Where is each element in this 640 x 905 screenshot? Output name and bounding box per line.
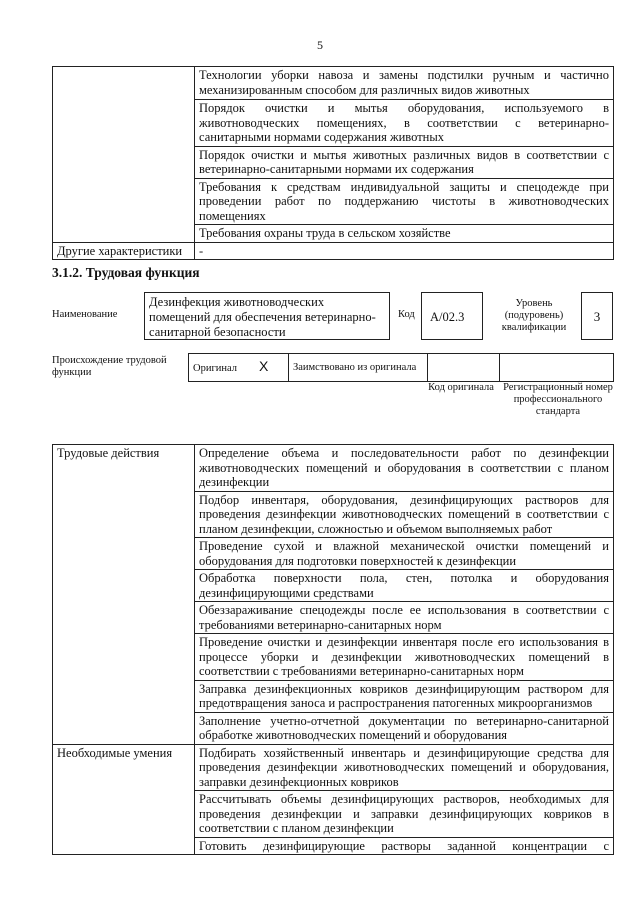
table-row — [53, 242, 614, 260]
level-value-box: 3 — [581, 292, 613, 340]
name-label: Наименование — [52, 309, 118, 320]
labor-action-item: Проведение сухой и влажной механической очистки помещений и оборудования для подготовки поверхностей к дезинфекции — [195, 538, 614, 570]
labor-action-item: Определение объема и последовательности работ по дезинфекции животноводческих помещений и оборудования в соответствии с планом дезинфекции — [195, 445, 614, 492]
code-original-caption: Код оригинала — [428, 382, 494, 393]
labor-actions-label: Трудовые действия — [53, 445, 195, 745]
table-cell-text: - — [195, 242, 614, 260]
original-mark: X — [259, 358, 269, 374]
name-value-box: Дезинфекция животноводческих помещений для обеспечения ветеринарно-санитарной безопасности — [144, 292, 390, 340]
borrowed-label: Заимствовано из оригинала — [289, 354, 428, 382]
table-row — [53, 445, 614, 492]
origin-original-cell — [189, 354, 289, 382]
labor-action-item: Проведение очистки и дезинфекции инвентаря после его использования в процессе уборки и дезинфекции животноводческих помещений в соответствии с требованиями ветеринарно-санитарных норм — [195, 634, 614, 681]
section-heading: 3.1.2. Трудовая функция — [52, 265, 200, 280]
skill-item: Подбирать хозяйственный инвентарь и дезинфицирующие средства для проведения дезинфекции животноводческих помещений и оборудования, заправки дезинфекционных ковриков — [195, 744, 614, 791]
table-cell-text: Требования охраны труда в сельском хозяйстве — [195, 225, 614, 243]
page-number: 5 — [317, 38, 323, 52]
table-cell-text: Требования к средствам индивидуальной защиты и спецодежде при проведении работ по поддержанию чистоты в животноводческих помещениях — [195, 178, 614, 225]
row-label-cell — [53, 67, 195, 243]
knowledge-table-continued — [52, 66, 614, 260]
skill-item: Рассчитывать объемы дезинфицирующих растворов, необходимых для проведения дезинфекции и заправки дезинфицирующих ковриков в соответствии с планом дезинфекции — [195, 791, 614, 838]
table-row — [53, 744, 614, 791]
labor-action-item: Подбор инвентаря, оборудования, дезинфицирующих растворов для проведения дезинфекции животноводческих помещений в соответствии с планом дезинфекции, сложностью и объемом выполняемых работ — [195, 491, 614, 538]
table-cell-text: Порядок очистки и мытья животных различных видов в соответствии с ветеринарно-санитарными нормами их содержания — [195, 146, 614, 178]
code-label: Код — [398, 309, 415, 320]
table-cell-text: Порядок очистки и мытья оборудования, используемого в животноводческих помещениях, в соответствии с ветеринарно-санитарными нормами содержания животных — [195, 100, 614, 147]
skills-label: Необходимые умения — [53, 744, 195, 855]
row-label: Другие характеристики — [53, 242, 195, 260]
original-label: Оригинал — [193, 363, 237, 374]
registration-number-caption: Регистрационный номер профессионального стандарта — [503, 382, 613, 417]
origin-table — [188, 353, 614, 382]
labor-function-table — [52, 444, 614, 855]
labor-action-item: Обеззараживание спецодежды после ее использования в соответствии с требованиями ветеринарно-санитарных норм — [195, 602, 614, 634]
code-value-box: A/02.3 — [421, 292, 483, 340]
table-row — [53, 67, 614, 100]
table-cell-text: Технологии уборки навоза и замены подстилки ручным и частично механизированным способом для различных видов животных — [195, 67, 614, 100]
labor-action-item: Заправка дезинфекционных ковриков дезинфицирующим раствором для предотвращения заноса и распространения патогенных микроорганизмов — [195, 680, 614, 712]
origin-code-cell — [428, 354, 500, 382]
labor-action-item: Заполнение учетно-отчетной документации по ветеринарно-санитарной обработке животноводческих помещений и оборудования — [195, 712, 614, 744]
labor-action-item: Обработка поверхности пола, стен, потолка и оборудования дезинфицирующими средствами — [195, 570, 614, 602]
origin-label: Происхождение трудовой функции — [52, 355, 167, 378]
skill-item: Готовить дезинфицирующие растворы заданной концентрации с — [195, 837, 614, 855]
origin-reg-cell — [500, 354, 614, 382]
level-label: Уровень (подуровень) квалификации — [501, 298, 567, 333]
